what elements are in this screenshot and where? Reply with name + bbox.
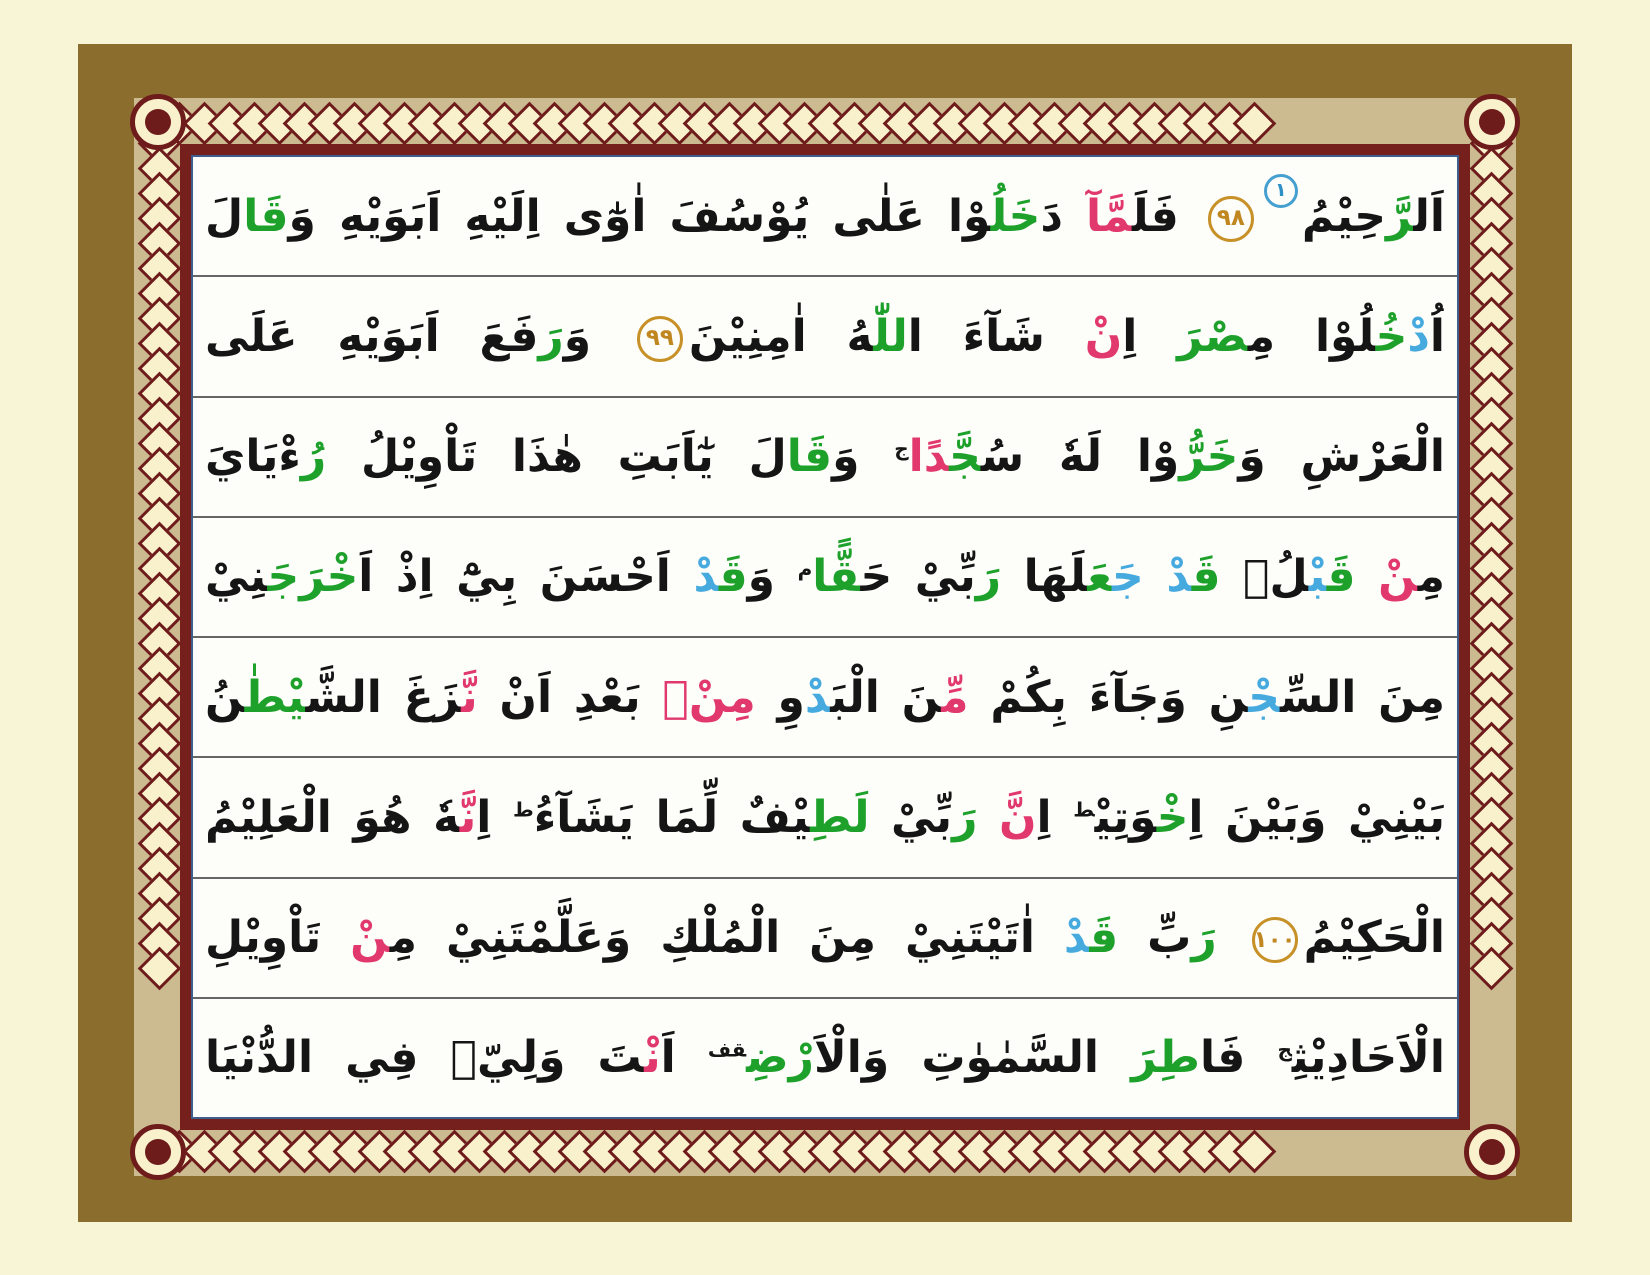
ayah-text-segment: اِ (476, 791, 513, 843)
ayah-text-segment: مِّ (941, 671, 969, 723)
ayah-text-segment: رْضِ (746, 1032, 814, 1084)
mushaf-line-5 (193, 638, 1457, 758)
ayah-text-segment: اَ (660, 1032, 708, 1084)
ayah-text-segment: بَعْدِ اَنْ (477, 671, 663, 723)
ayah-text-segment: خَرُّ (1179, 431, 1239, 483)
ayah-text-segment: رَ (538, 310, 564, 362)
medallion-dot (145, 109, 171, 135)
ayah-text-segment: نِيْ (205, 551, 268, 603)
ayah-text-segment: للّٰ (873, 310, 908, 362)
stop-mark: ط (1073, 797, 1095, 822)
diamond-border-right (1468, 128, 1514, 1146)
ayah-text-segment: هُ اٰمِنِيْنَ (688, 310, 874, 362)
ornament-band (134, 98, 1516, 1176)
line-text (205, 308, 1445, 365)
ayah-text-segment: طِرَ (1131, 1032, 1200, 1084)
diamond-border-left (136, 128, 182, 1146)
ayah-text-segment: رُ (300, 431, 327, 483)
ayah-text-segment: قَ (1326, 551, 1356, 603)
ayah-text-segment: يْفٌ لِّمَا يَشَآءُ (533, 791, 811, 843)
ayah-text-segment: نَ الْبَ (830, 671, 942, 723)
ayah-text-segment: بْ (1308, 551, 1327, 603)
ayah-text-segment: دْ (1063, 912, 1090, 964)
ayah-text-segment: نَّ (461, 671, 478, 723)
ayah-text-segment: لُوْا مِ (1247, 310, 1376, 362)
line-text (205, 179, 1446, 245)
ayah-text-segment: لَ يٰٓاَبَتِ هٰذَا تَاْوِيْلُ (326, 431, 787, 483)
ayah-text-segment: هٗ هُوَ الْعَلِيْمُ (205, 791, 460, 843)
ayah-text-segment: خْرَجَ (267, 551, 359, 603)
ayah-text-segment: نْ (644, 1032, 661, 1084)
mushaf-line-6 (193, 758, 1457, 878)
ayah-text-segment: بِّيْ حَ (860, 551, 976, 603)
ayah-text-segment: لَطِ (810, 791, 870, 843)
medallion-dot (1479, 1139, 1505, 1165)
ayah-text-segment: قَ (1089, 912, 1119, 964)
ayah-text-segment: دْ (804, 671, 831, 723)
stop-mark: ط (512, 797, 534, 822)
ayah-text-segment: فَا (1199, 1032, 1278, 1084)
corner-medallion-icon (1464, 1124, 1520, 1180)
ayah-text-segment: نَّ (998, 791, 1037, 843)
mushaf-line-1 (193, 157, 1457, 277)
ayah-text-segment: زَغَ الشَّ (305, 671, 462, 723)
diamond-border-bottom (164, 1128, 1486, 1174)
ayah-text-segment: نْ (1084, 310, 1123, 362)
ayah-text-segment: نِ وَجَآءَ بِكُمْ (968, 671, 1249, 723)
ayah-text-segment: دْ (1407, 310, 1430, 362)
mushaf-line-3 (193, 398, 1457, 518)
stop-mark: ج (1277, 1037, 1292, 1062)
diamond-ornament-icon (1233, 101, 1277, 145)
mushaf-line-8 (193, 999, 1457, 1117)
ayah-text-segment: الْحَكِيْمُ (1303, 912, 1445, 964)
ayah-text-segment: قًّا (812, 551, 861, 603)
ayah-text-segment: لَهَا (1001, 551, 1088, 603)
ayah-text-segment (1144, 551, 1167, 602)
ayah-text-segment: نُ (205, 671, 245, 723)
ayah-text-segment: مِنَ السِّ (1279, 671, 1446, 723)
ruku-marker: ١ (1264, 174, 1298, 208)
ayah-text-segment: قَا (243, 190, 289, 242)
ayah-text-segment: رَ (975, 551, 1002, 603)
ayah-text-segment: عَ (1087, 551, 1113, 603)
line-text (205, 548, 1445, 605)
corner-medallion-icon (130, 94, 186, 150)
ayah-text-segment: دْ (693, 551, 719, 603)
mushaf-text-area (191, 155, 1459, 1119)
stop-mark: م (797, 556, 813, 581)
mushaf-line-4 (193, 518, 1457, 638)
ayah-text-segment: حِيْمُ (1301, 190, 1387, 242)
maroon-text-frame (180, 144, 1470, 1130)
ayah-text-segment: دْ (1166, 551, 1192, 603)
ayah-text-segment: اِ (1036, 791, 1074, 843)
ayah-text-segment: وْا لَهٗ سُ (980, 431, 1180, 483)
ayah-text-segment: قَ (718, 551, 748, 603)
ayah-text-segment: جَّ (949, 431, 981, 483)
verse-number-marker: ١٠٠ (1252, 917, 1298, 963)
ayah-text-segment: نْ (350, 912, 390, 964)
ayah-text-segment: خَلُ (990, 190, 1041, 242)
ayah-text-segment: جْ (1248, 671, 1280, 723)
ayah-text-segment: وَتِيْ (1094, 791, 1157, 843)
outer-brown-frame (78, 44, 1572, 1222)
line-text (205, 1029, 1445, 1086)
ayah-text-segment: الْاَحَادِيْثِ (1291, 1032, 1446, 1084)
line-text (205, 669, 1445, 726)
ayah-text-segment: شَآءَ ا (907, 310, 1085, 362)
ayah-text-segment: فَعَ اَبَوَيْهِ عَلَى (205, 310, 539, 362)
ayah-text-segment: رَ (1191, 912, 1246, 964)
ayah-text-segment: السَّمٰوٰتِ وَالْاَ (813, 1032, 1132, 1084)
ayah-text-segment: ءْيَايَ (205, 431, 301, 483)
ayah-text-segment: رَ (952, 791, 978, 843)
ayah-text-segment: دًا (908, 431, 950, 483)
verse-number-marker: ٩٩ (637, 316, 683, 362)
ayah-text-segment: اَحْسَنَ بِيْٓ اِذْ اَ (358, 551, 694, 603)
ayah-text-segment: اُ (1429, 310, 1445, 362)
ayah-text-segment: لُۢ (1220, 551, 1309, 603)
stop-mark: ج (894, 436, 909, 461)
corner-medallion-icon (1464, 94, 1520, 150)
mushaf-line-7 (193, 879, 1457, 999)
mushaf-line-2 (193, 277, 1457, 397)
ayah-text-segment: وِ (755, 671, 805, 723)
ayah-text-segment: رَّ (1386, 190, 1414, 242)
ayah-text-segment: قَ (1191, 551, 1221, 603)
ayah-text-segment: جَ (1112, 551, 1144, 603)
ayah-text-segment: نْ (1378, 551, 1418, 603)
ayah-text-segment: وْا عَلٰى يُوْسُفَ اٰوٰٓى اِلَيْهِ اَبَوَيْهِ وَ (288, 190, 991, 242)
ayah-text-segment: بِّ (1118, 912, 1192, 964)
medallion-dot (145, 1139, 171, 1165)
ayah-text-segment: خُ (1375, 310, 1408, 362)
diamond-ornament-icon (137, 947, 181, 991)
ayah-text-segment: لَ (205, 190, 244, 242)
ayah-text-segment: الْعَرْشِ وَ (1238, 431, 1445, 483)
ayah-text-segment: مَّآ (1085, 190, 1132, 242)
ayah-text-segment: صْرَ (1177, 310, 1248, 362)
ayah-text-segment: بَيْنِيْ وَبَيْنَ اِ (1188, 791, 1446, 843)
ayah-text-segment (977, 792, 999, 843)
ayah-text-segment: تَاْوِيْلِ (205, 912, 351, 964)
ayah-text-segment: اَل (1413, 190, 1446, 242)
medallion-dot (1479, 109, 1505, 135)
ayah-text-segment: وَ (747, 551, 798, 603)
verse-number-marker: ٩٨ (1208, 196, 1254, 242)
line-text (205, 909, 1445, 966)
ayah-text-segment: خْ (1156, 791, 1189, 843)
ayah-text-segment: اِ (1122, 310, 1178, 362)
ayah-text-segment: مِنْۢ (662, 671, 756, 723)
ayah-text-segment: فَلَ (1132, 190, 1202, 242)
ayah-text-segment: اٰتَيْتَنِيْ مِنَ الْمُلْكِ وَعَلَّمْتَنِيْ (417, 912, 1064, 964)
ayah-text-segment: دَ (1040, 190, 1086, 242)
diamond-ornament-icon (1233, 1129, 1277, 1173)
line-text (205, 428, 1445, 485)
ayah-text-segment: نَّ (459, 791, 477, 843)
diamond-border-top (164, 100, 1486, 146)
diamond-ornament-icon (1469, 947, 1513, 991)
stop-mark: قف (707, 1037, 747, 1062)
corner-medallion-icon (130, 1124, 186, 1180)
ayah-text-segment: يْطٰ (244, 671, 306, 723)
ayah-text-segment: مِ (1417, 551, 1445, 603)
ayah-text-segment: بِّيْ (869, 791, 953, 843)
ayah-text-segment: وَ (832, 431, 895, 483)
ayah-text-segment: وَ (563, 310, 631, 362)
ayah-text-segment: مِ (389, 912, 417, 964)
ayah-text-segment: قَا (786, 431, 833, 483)
ayah-text-segment: تَ وَلِيّٖ فِي الدُّنْيَا (205, 1032, 645, 1084)
ayah-text-segment (1356, 551, 1379, 602)
line-text (205, 789, 1445, 846)
